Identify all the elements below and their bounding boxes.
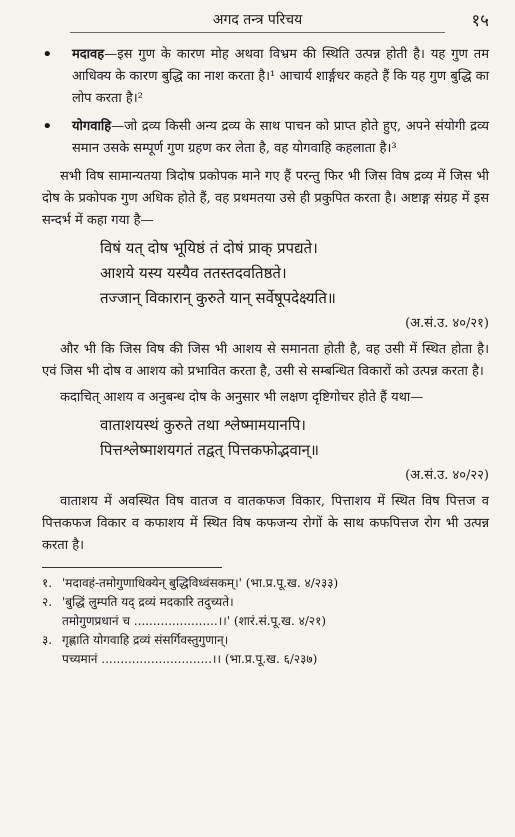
- running-title: अगद तन्त्र परिचय: [212, 12, 303, 28]
- citation-1: (अ.सं.उ. ४०/२१): [405, 316, 489, 331]
- paragraph-1: सभी विष सामान्यतया त्रिदोष प्रकोपक माने गए हैं परन्तु फिर भी जिस विष द्रव्य में जिस भी दोष के प्रकोपक गुण अधिक होते हैं, वह प्रथमतया उसे ही प्रकुपित करता है। अष्टाङ्ग संग्रह में इस सन्दर्भ में कहा गया है—: [42, 169, 489, 228]
- verse-line: पित्तश्लेष्माशयगतं तद्वत् पित्तकफोद्भवान्॥: [100, 441, 319, 459]
- verse-block-2: [100, 413, 489, 463]
- bullet-icon: •: [42, 116, 53, 137]
- footnote-text: गृह्णाति योगवाहि द्रव्यं संसर्गिवस्तुगुणान्।: [62, 633, 229, 647]
- bullet-yogavahi: [42, 116, 489, 160]
- page-number: १५: [471, 11, 489, 31]
- paragraph-3: कदाचित् आशय व अनुबन्ध दोष के अनुसार भी लक्षण दृष्टिगोचर होते हैं यथा—: [60, 390, 424, 405]
- citation-2: (अ.सं.उ. ४०/२२): [405, 468, 489, 483]
- footnote-text-continued: तमोगुणप्रधानं च ......................।।' (शारं.सं.पू.ख. ४/२१): [62, 614, 327, 628]
- bullet-icon: •: [42, 44, 53, 65]
- header-rule: [70, 32, 445, 33]
- page-body: [42, 44, 489, 669]
- footnote-3: [42, 631, 489, 669]
- verse-line: विषं यत् दोष भूयिष्ठं तं दोषं प्राक् प्रपद्यते।: [100, 239, 318, 257]
- verse-line: तज्जान् विकारान् कुरुते यान् सर्वेषूपदेक्ष्यति॥: [100, 289, 336, 307]
- footnote-number: १.: [42, 576, 53, 590]
- term-yogavahi: योगवाहि: [72, 119, 112, 134]
- footnote-rule: [42, 567, 222, 568]
- bullet-madavaha: [42, 44, 489, 110]
- footnote-number: ३.: [42, 633, 53, 647]
- paragraph-4: वाताशय में अवस्थित विष वातज व वातकफज विकार, पित्ताशय में स्थित विष पित्तज व पित्तकफज विकार व कफाशय में स्थित विष कफजन्य रोगों के साथ कफपित्तज रोग भी उत्पन्न करता है।: [42, 494, 489, 553]
- verse-line: वाताशयस्थं कुरुते तथा श्लेष्मामयानपि।: [100, 416, 306, 434]
- bullet-text: —इस गुण के कारण मोह अथवा विभ्रम की स्थिति उत्पन्न होती है। यह गुण तम आधिक्य के कारण बुद्धि का नाश करता है।¹ आचार्य शार्ङ्गधर कहते हैं कि यह गुण बुद्धि का लोप करता है।²: [72, 47, 489, 106]
- bullet-text: —जो द्रव्य किसी अन्य द्रव्य के साथ पाचन को प्राप्त होते हुए, अपने संयोगी द्रव्य समान उसके सम्पूर्ण गुण ग्रहण कर लेता है, वह योगवाहि कहलाता है।³: [72, 119, 489, 156]
- page-header: [0, 6, 515, 32]
- footnote-text: 'बुद्धिं लुम्पति यद् द्रव्यं मदकारि तदुच्यते।: [62, 595, 234, 609]
- paragraph-2: और भी कि जिस विष की जिस भी आशय से समानता होती है, वह उसी में स्थित होता है। एवं जिस भी दोष व आशय को प्रभावित करता है, उसी से सम्बन्धित विकारों को उत्पन्न करता है।: [42, 342, 489, 379]
- verse-block-1: [100, 236, 489, 311]
- footnote-1: [42, 574, 489, 593]
- verse-line: आशये यस्य यस्यैव ततस्तदवतिष्ठते।: [100, 264, 287, 282]
- footnote-2: [42, 593, 489, 631]
- footnote-text: 'मदावहं-तमोगुणाधिक्येन् बुद्धिविध्वंसकम्।' (भा.प्र.पू.ख. ४/२३३): [62, 576, 339, 590]
- footnote-text-continued: पच्यमानं .............................।। (भा.प्र.पू.ख. ६/२३७): [62, 652, 318, 666]
- term-madavaha: मदावह: [72, 47, 105, 62]
- footnote-number: २.: [42, 595, 53, 609]
